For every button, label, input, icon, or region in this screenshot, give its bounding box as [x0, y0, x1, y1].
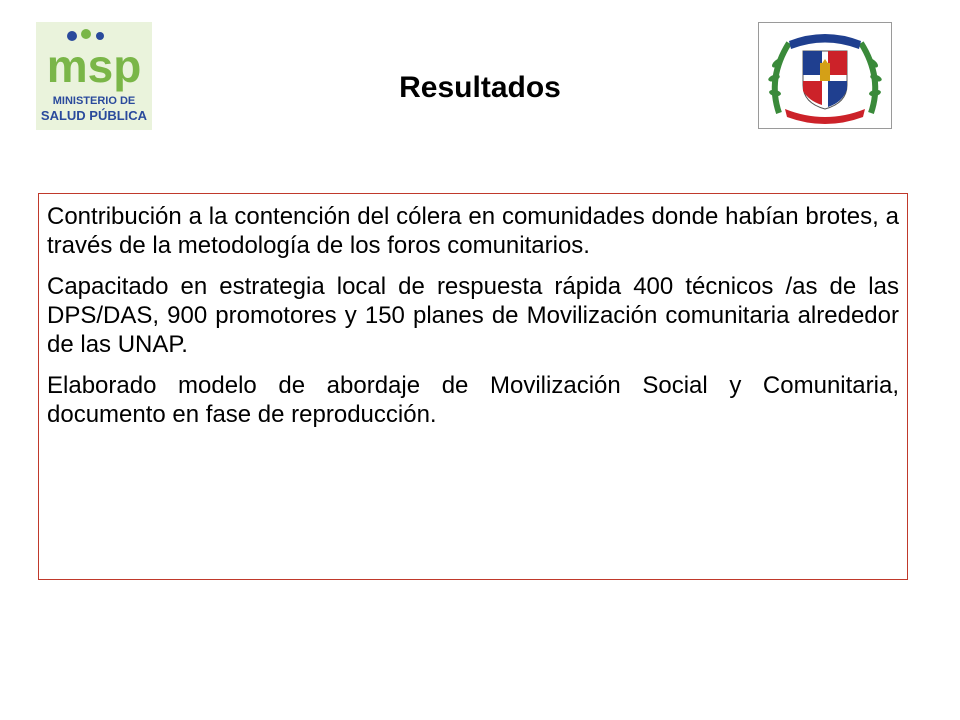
result-paragraph-3: Elaborado modelo de abordaje de Movilización Social y Comunitaria, documento en fase de reproducción. [47, 372, 899, 428]
coat-of-arms-icon [758, 22, 892, 129]
results-content-box [38, 193, 908, 580]
msp-line1: MINISTERIO DE [52, 95, 136, 107]
msp-wordmark: msp [46, 40, 142, 92]
page-title: Resultados [399, 71, 561, 104]
result-paragraph-2: Capacitado en estrategia local de respuesta rápida 400 técnicos /as de las DPS/DAS, 900 promotores y 150 planes de Movilización comunitaria alrededor de las UNAP. [47, 273, 899, 358]
msp-line2: SALUD PÚBLICA [40, 108, 148, 123]
result-paragraph-1: Contribución a la contención del cólera en comunidades donde habían brotes, a través de la metodología de los foros comunitarios. [47, 203, 899, 259]
